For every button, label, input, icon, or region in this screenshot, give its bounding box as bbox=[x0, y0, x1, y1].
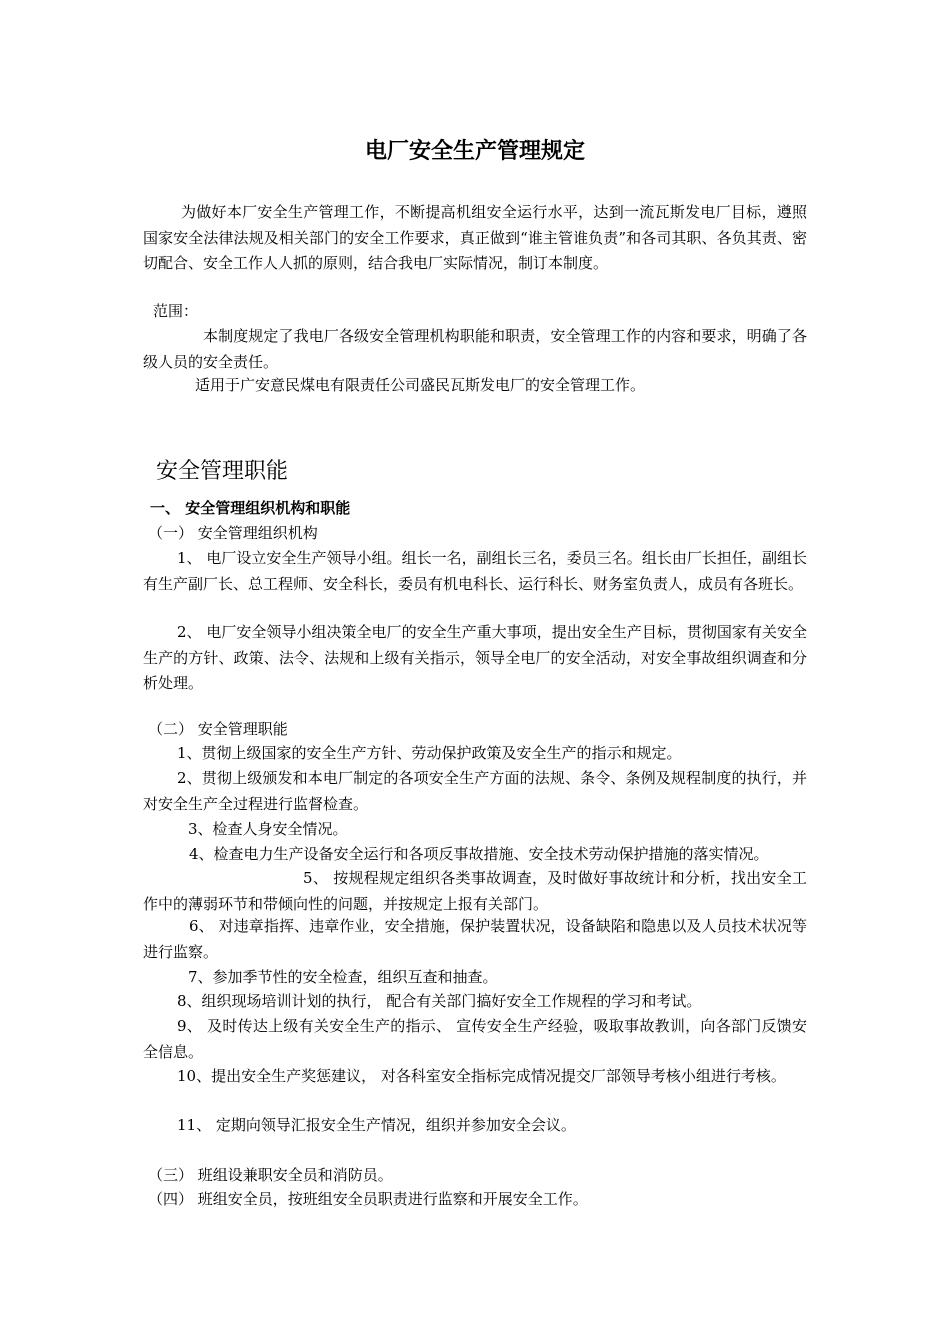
sub2-item-6: 6、 对违章指挥、违章作业，安全措施，保护装置状况，设备缺陷和隐患以及人员技术状况等进行监察。 bbox=[143, 917, 807, 961]
scope-label: 范围： bbox=[153, 302, 199, 320]
sub2-item-2: 2、贯彻上级颁发和本电厂制定的各项安全生产方面的法规、条令、条例及规程制度的执行，并对安全生产全过程进行监督检查。 bbox=[143, 769, 807, 813]
sub2-item-9: 9、 及时传达上级有关安全生产的指示、 宣传安全生产经验，吸取事故教训，向各部门反馈安全信息。 bbox=[143, 1017, 807, 1061]
sub2-item-10: 10、提出安全生产奖惩建议， 对各科室安全指标完成情况提交厂部领导考核小组进行考核。 bbox=[177, 1067, 786, 1085]
scope-paragraph-1: 本制度规定了我电厂各级安全管理机构职能和职责，安全管理工作的内容和要求，明确了各级人员的安全责任。 bbox=[143, 327, 807, 371]
sub2-item-11: 11、 定期向领导汇报安全生产情况，组织并参加安全会议。 bbox=[177, 1116, 576, 1134]
sub2-item-3: 3、检查人身安全情况。 bbox=[188, 820, 348, 838]
sub3-line: （三） 班组设兼职安全员和消防员。 bbox=[148, 1166, 393, 1184]
part1-heading: 一、 安全管理组织机构和职能 bbox=[150, 499, 351, 517]
sub2-heading: （二） 安全管理职能 bbox=[148, 720, 288, 738]
sub1-item-1: 1、 电厂设立安全生产领导小组。组长一名，副组长三名，委员三名。组长由厂长担任，副组长有生产副厂长、总工程师、安全科长，委员有机电科长、运行科长、财务室负责人，成员有各班长。 bbox=[143, 549, 807, 593]
scope-paragraph-2: 适用于广安意民煤电有限责任公司盛民瓦斯发电厂的安全管理工作。 bbox=[195, 376, 646, 394]
sub1-heading: （一） 安全管理组织机构 bbox=[148, 524, 318, 542]
section-title: 安全管理职能 bbox=[156, 459, 289, 484]
document-title: 电厂安全生产管理规定 bbox=[364, 139, 585, 164]
sub2-item-1: 1、贯彻上级国家的安全生产方针、劳动保护政策及安全生产的指示和规定。 bbox=[177, 744, 682, 762]
sub2-item-5: 5、 按规程规定组织各类事故调查，及时做好事故统计和分析，找出安全工作中的薄弱环节和带倾向性的问题，并按规定上报有关部门。 bbox=[143, 869, 807, 913]
sub1-item-2: 2、 电厂安全领导小组决策全电厂的安全生产重大事项，提出安全生产目标，贯彻国家有关安全生产的方针、政策、法令、法规和上级有关指示，领导全电厂的安全活动，对安全事故组织调查和分析处理。 bbox=[143, 623, 807, 692]
sub4-line: （四） 班组安全员，按班组安全员职责进行监察和开展安全工作。 bbox=[148, 1190, 588, 1208]
intro-paragraph: 为做好本厂安全生产管理工作，不断提高机组安全运行水平，达到一流瓦斯发电厂目标，遵照国家安全法律法规及相关部门的安全工作要求，真正做到“谁主管谁负责”和各司其职、各负其责、密切配合、安全工作人人抓的原则，结合我电厂实际情况，制订本制度。 bbox=[143, 203, 807, 272]
sub2-item-8: 8、组织现场培训计划的执行， 配合有关部门搞好安全工作规程的学习和考试。 bbox=[177, 992, 702, 1010]
sub2-item-4: 4、检查电力生产设备安全运行和各项反事故措施、安全技术劳动保护措施的落实情况。 bbox=[189, 845, 769, 863]
sub2-item-7: 7、参加季节性的安全检查，组织互查和抽查。 bbox=[188, 968, 498, 986]
